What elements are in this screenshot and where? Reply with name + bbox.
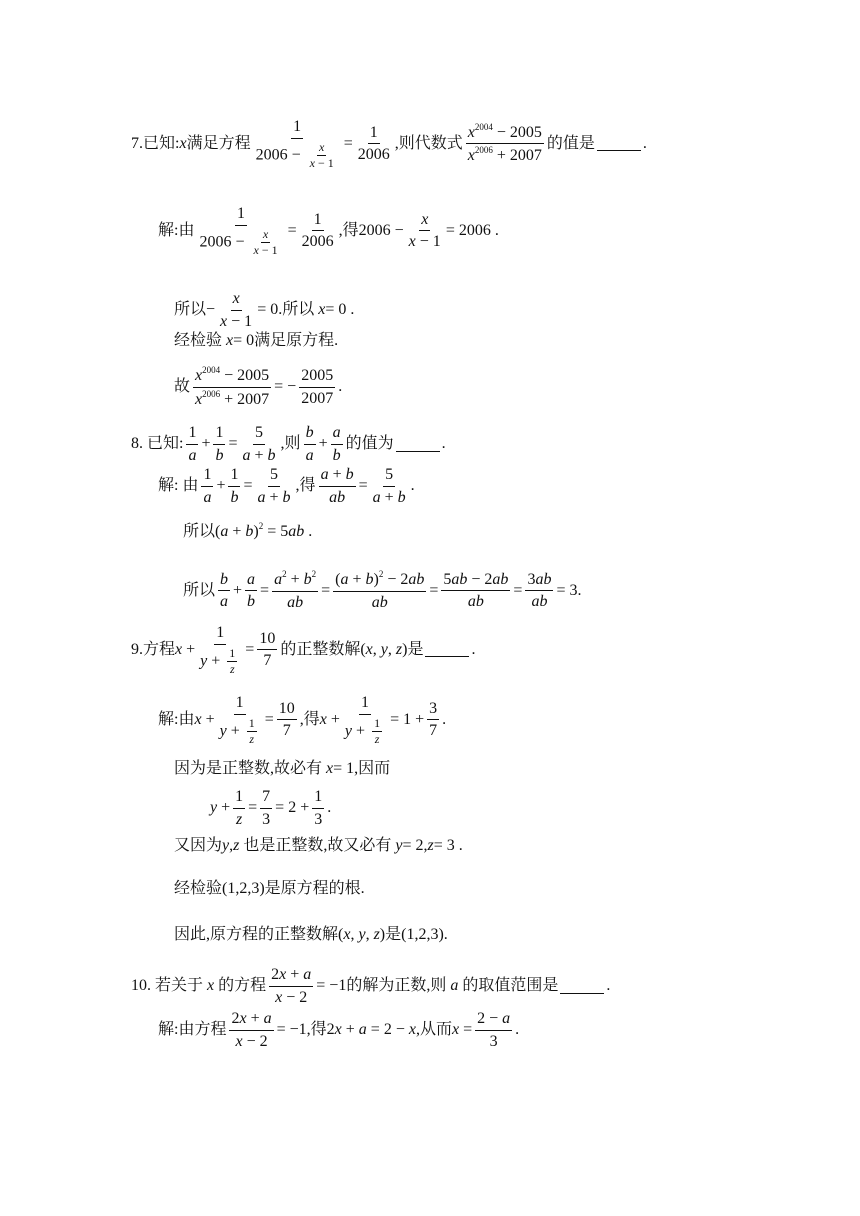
q8-label: 8. 已知:	[131, 435, 184, 453]
q7-answer-blank	[597, 136, 641, 151]
q10-label: 10. 若关于	[131, 977, 204, 995]
q9-solution-2: 因为是正整数,故必有 x = 1 ,因而	[174, 760, 391, 777]
q9-solution-3: y + $\frac{1}{z}$ = $\frac{7}{3}$ = 2 + $\frac{1}{3}$ .	[210, 788, 332, 828]
q7-solution-3: 经检验 x = 0 满足原方程.	[174, 332, 339, 349]
q9-answer-blank	[425, 642, 469, 657]
q7-solution-1: 解:由 1 2006 − $\frac{x}{x - 1}$ = $\frac{1}{2006}$ ,得 2006 − $\frac{x}{x - 1}$ = 2006 .	[158, 205, 499, 257]
q10-problem: 10. 若关于 x 的方程 $\frac{2x + a}{x - 2}$ = −1 的解为正数,则 a 的取值范围是 .	[131, 966, 611, 1006]
q7-solution-2: 所以 − $\frac{x}{x - 1}$ = 0 .所以 x = 0 .	[174, 290, 355, 330]
q9-solution-4: 又因为 y , z 也是正整数,故又必有 y = 2, z = 3 .	[174, 837, 463, 854]
q7-expression: $\frac{x^{2004} - 2005}{x^{2006} + 2007}$	[467, 121, 542, 165]
q7-text-3: 的值是	[546, 135, 595, 153]
q9-solution-6: 因此,原方程的正整数解 (x, y, z) 是 (1,2,3).	[174, 926, 448, 943]
q9-solution-5: 经检验 (1,2,3) 是原方程的根.	[174, 880, 365, 897]
q9-problem: 9.方程 x + 1 y + $\frac{1}{z}$ = $\frac{10}{7}$ 的正整数解 (x, y, z) 是 .	[131, 624, 476, 676]
q8-problem: 8. 已知: $\frac{1}{a}$ + $\frac{1}{b}$ = $\frac{5}{a + b}$ ,则 $\frac{b}{a}$ + $\frac{a}{b}$ 的值为 .	[131, 424, 446, 464]
q9-label: 9.方程	[131, 641, 176, 659]
q8-solution-1: 解: 由 $\frac{1}{a}$ + $\frac{1}{b}$ = $\frac{5}{a + b}$ ,得 $\frac{a + b}{ab}$ = $\frac{5}{a + b}$ .	[158, 466, 415, 506]
q9-solution-1: 解:由 x + 1 y + $\frac{1}{z}$ = $\frac{10}{7}$ ,得 x + 1 y + $\frac{1}{z}$ = 1 + $\frac{3}{7}$ .	[158, 694, 447, 746]
q10-solution-1: 解:由方程 $\frac{2x + a}{x - 2}$ = −1 ,得 2x + a = 2 − x ,从而 x = $\frac{2 - a}{3}$ .	[158, 1010, 520, 1050]
q10-answer-blank	[560, 979, 604, 994]
q7-text-1: 满足方程	[186, 135, 251, 153]
q7-label: 7.已知:	[131, 135, 180, 153]
q7-text-2: ,则代数式	[394, 135, 463, 153]
q7-problem: 7.已知: x 满足方程 1 2006 − $\frac{x}{x - 1}$ = $\frac{1}{2006}$ ,则代数式 $\frac{x^{2004} - 2005}{x^{2006} + 2007}$ 的值是 .	[131, 118, 647, 170]
q8-answer-blank	[396, 437, 440, 452]
q7-solution-4: 故 $\frac{x^{2004} - 2005}{x^{2006} + 2007}$ = − $\frac{2005}{2007}$ .	[174, 365, 343, 408]
q8-solution-2: 所以 $(a + b)^2 = 5ab$ .	[183, 521, 313, 540]
q7-equation-lhs: 1 2006 − $\frac{x}{x - 1}$	[255, 118, 334, 170]
q8-solution-3: 所以 $\frac{b}{a}$ + $\frac{a}{b}$ = $\frac{a^2 + b^2}{ab}$ = $\frac{(a + b)^2 - 2ab}{ab}$ = $\frac{5ab - 2ab}{ab}$ = $\frac{3ab}{ab}$ = 3.	[183, 569, 582, 611]
